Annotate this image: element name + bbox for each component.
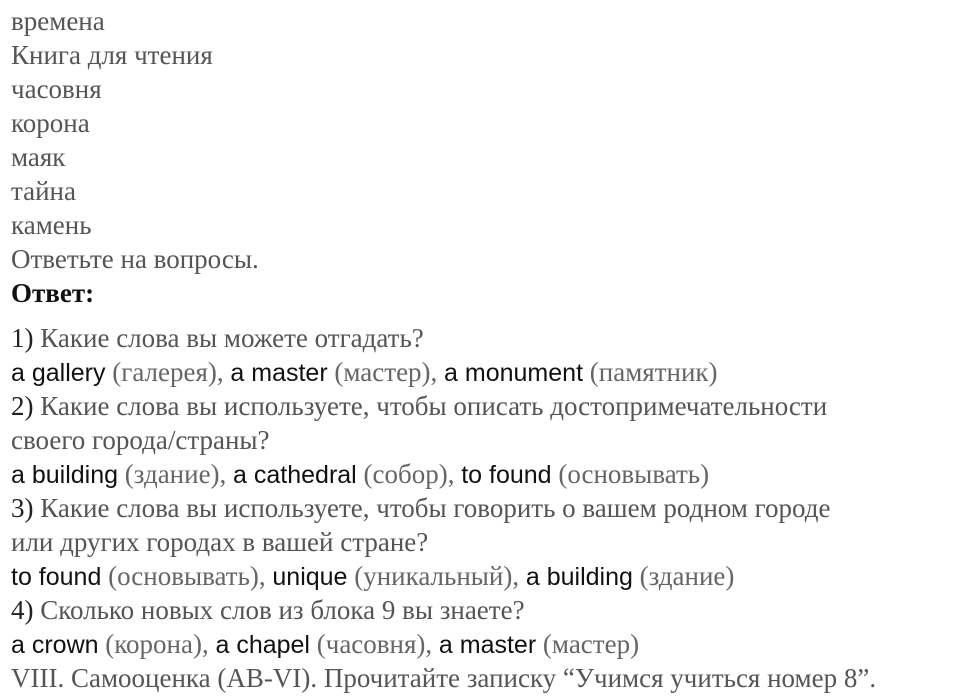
translation: (корона), (98, 629, 216, 659)
answer-3 (11, 559, 956, 593)
translation: (галерея), (105, 357, 231, 387)
answer-4 (11, 627, 956, 661)
word-line: маяк (11, 142, 66, 172)
question-4 (11, 593, 956, 627)
translation: (основывать) (551, 459, 710, 489)
question-number: 1) (11, 323, 34, 353)
translation: (основывать), (101, 561, 273, 591)
english-word: to found (11, 563, 102, 591)
translation: (мастер), (327, 357, 445, 387)
english-word: a master (438, 631, 537, 659)
translation: (часовня), (310, 629, 439, 659)
word-line: камень (11, 210, 92, 240)
word-line: корона (11, 108, 90, 138)
translation: (уникальный), (347, 561, 526, 591)
question-2 (11, 389, 956, 423)
translation: (собор), (356, 459, 462, 489)
question-3-continued: или других городах в вашей стране? (11, 527, 429, 557)
word-line: тайна (11, 176, 76, 206)
translation: (здание), (118, 459, 234, 489)
question-text: Сколько новых слов из блока 9 вы знаете? (33, 595, 525, 625)
question-text: Какие слова вы используете, чтобы описать достопримечательности (33, 391, 828, 421)
translation: (памятник) (583, 357, 718, 387)
question-3 (11, 491, 956, 525)
translation: (здание) (632, 561, 735, 591)
answer-1 (11, 355, 956, 389)
english-word: a gallery (11, 359, 106, 387)
question-number: 2) (11, 391, 34, 421)
english-word: a monument (444, 359, 584, 387)
question-1 (11, 321, 956, 355)
word-line: Книга для чтения (11, 40, 213, 70)
document-body (11, 4, 956, 695)
word-line: часовня (11, 74, 102, 104)
english-word: a building (11, 461, 119, 489)
english-word: unique (272, 563, 348, 591)
instruction-line: Ответьте на вопросы. (11, 244, 259, 274)
answer-heading: Ответ: (11, 278, 95, 308)
question-number: 4) (11, 595, 34, 625)
question-text: Какие слова вы можете отгадать? (33, 323, 424, 353)
answer-2 (11, 457, 956, 491)
translation: (мастер) (536, 629, 640, 659)
english-word: a crown (11, 631, 99, 659)
question-text: Какие слова вы используете, чтобы говорить о вашем родном городе (33, 493, 831, 523)
english-word: a building (525, 563, 633, 591)
english-word: a cathedral (233, 461, 357, 489)
section-footer: VIII. Самооценка (AB-VI). Прочитайте записку “Учимся учиться номер 8”. (11, 663, 877, 693)
question-2-continued: своего города/страны? (11, 425, 270, 455)
word-line: времена (11, 6, 105, 36)
english-word: to found (461, 461, 552, 489)
english-word: a master (230, 359, 328, 387)
english-word: a chapel (215, 631, 310, 659)
question-number: 3) (11, 493, 34, 523)
